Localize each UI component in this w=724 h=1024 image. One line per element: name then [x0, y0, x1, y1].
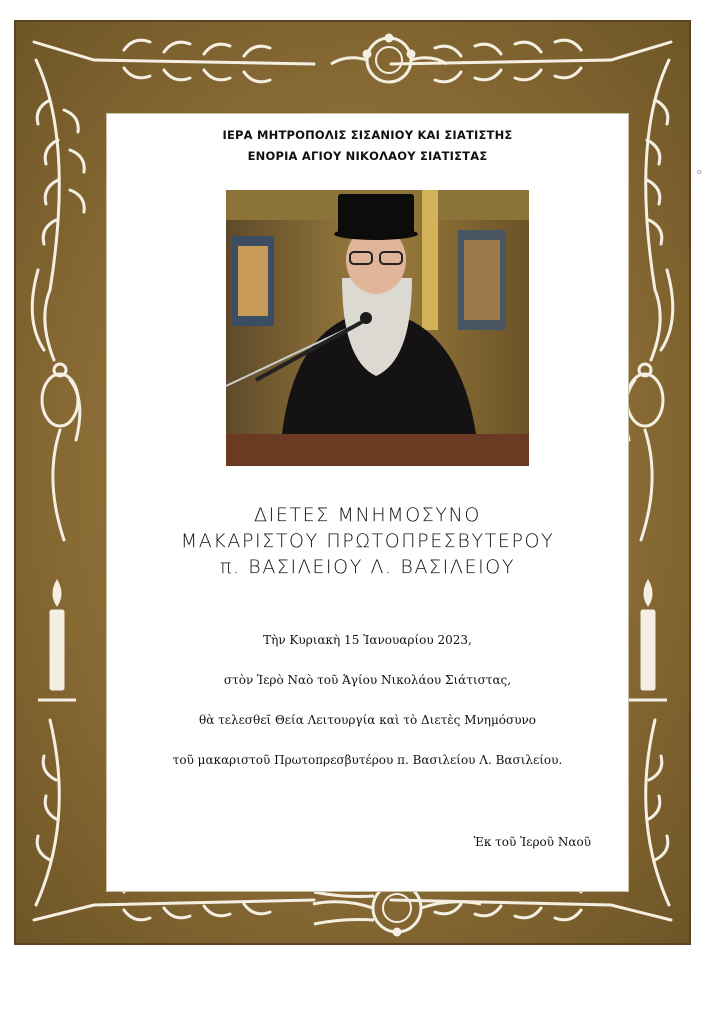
announcement-date: Τὴν Κυριακὴ 15 Ἰανουαρίου 2023, [263, 633, 472, 647]
candle-icon [38, 580, 76, 700]
angel-icon [32, 270, 80, 540]
announcement-person: τοῦ μακαριστοῦ Πρωτοπρεσβυτέρου π. Βασιλείου Λ. Βασιλείου. [172, 753, 563, 767]
signature: Ἐκ τοῦ Ἱεροῦ Ναοῦ [473, 835, 591, 849]
memorial-title: ΔΙΕΤΕΣ ΜΝΗΜΟΣΥΝΟ [254, 504, 481, 526]
laurel-wreath-icon [331, 35, 447, 82]
candle-icon [629, 580, 667, 700]
parish-heading: ΕΝΟΡΙΑ ΑΓΙΟΥ ΝΙΚΟΛΑΟΥ ΣΙΑΤΙΣΤΑΣ [247, 149, 488, 163]
memorial-subtitle-rank: ΜΑΚΑΡΙΣΤΟΥ ΠΡΩΤΟΠΡΕΣΒΥΤΕΡΟΥ [180, 530, 555, 552]
announcement-service: θὰ τελεσθεῖ Θεία Λειτουργία καὶ τὸ Διετὲς Μνημόσυνο [198, 713, 537, 727]
angel-icon [625, 270, 673, 540]
notice-panel [106, 113, 629, 892]
metropolis-heading: ΙΕΡΑ ΜΗΤΡΟΠΟΛΙΣ ΣΙΣΑΝΙΟΥ ΚΑΙ ΣΙΑΤΙΣΤΗΣ [222, 128, 513, 142]
memorial-subtitle-name: π. ΒΑΣΙΛΕΙΟΥ Λ. ΒΑΣΙΛΕΙΟΥ [219, 556, 516, 578]
priest-portrait [226, 190, 529, 466]
announcement-location: στὸν Ἱερὸ Ναὸ τοῦ Ἁγίου Νικολάου Σιάτιστας, [223, 673, 512, 687]
ornamental-frame [14, 20, 691, 945]
margin-mark: o [697, 168, 702, 176]
